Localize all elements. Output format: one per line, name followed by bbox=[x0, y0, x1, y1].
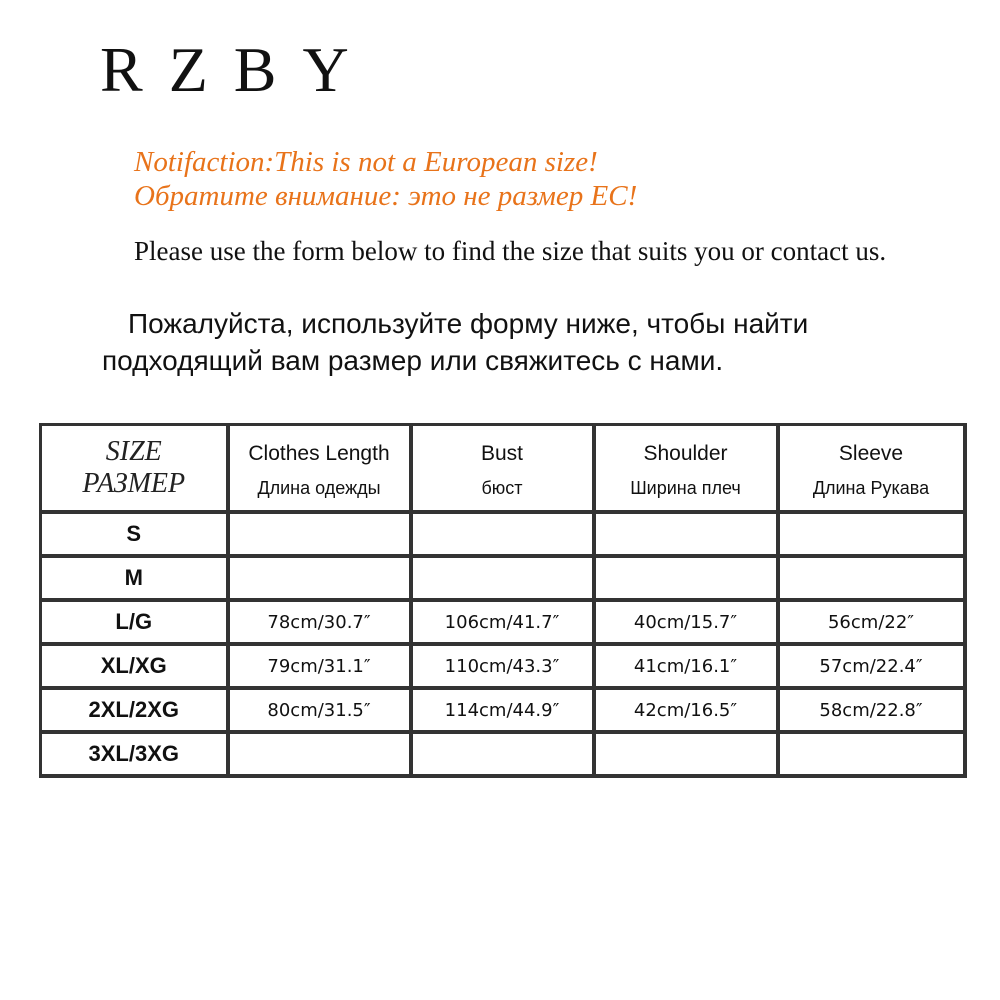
table-row bbox=[41, 600, 965, 644]
clothes-length-cell bbox=[228, 732, 411, 776]
bust-cell: 106cm/41.7″ bbox=[411, 600, 594, 644]
shoulder-cell: 41cm/16.1″ bbox=[594, 644, 778, 688]
sleeve-cell: 58cm/22.8″ bbox=[778, 688, 965, 732]
shoulder-cell bbox=[594, 512, 778, 556]
bust-cell: 110cm/43.3″ bbox=[411, 644, 594, 688]
column-header-sleeve bbox=[778, 425, 965, 513]
instructions-russian: Пожалуйста, используйте форму ниже, чтобы найти подходящий вам размер или свяжитесь с нами. bbox=[102, 308, 809, 376]
column-header-bust bbox=[411, 425, 594, 513]
column-header-russian: Ширина плеч bbox=[630, 477, 741, 498]
column-header-english: Clothes Length bbox=[248, 441, 390, 465]
sleeve-cell: 57cm/22.4″ bbox=[778, 644, 965, 688]
table-row bbox=[41, 732, 965, 776]
column-header-english: Sleeve bbox=[838, 441, 904, 465]
size-notice bbox=[134, 145, 637, 213]
sleeve-cell bbox=[778, 732, 965, 776]
sleeve-cell bbox=[778, 556, 965, 600]
clothes-length-cell bbox=[228, 556, 411, 600]
shoulder-cell: 42cm/16.5″ bbox=[594, 688, 778, 732]
column-header-russian: Длина одежды bbox=[257, 477, 381, 498]
sleeve-cell: 56cm/22″ bbox=[778, 600, 965, 644]
sleeve-cell bbox=[778, 512, 965, 556]
shoulder-cell bbox=[594, 556, 778, 600]
size-label: M bbox=[41, 556, 228, 600]
table-header-row bbox=[41, 425, 965, 513]
size-label: 3XL/3XG bbox=[41, 732, 228, 776]
notice-english: Notifaction:This is not a European size! bbox=[134, 146, 598, 178]
bust-cell: 114cm/44.9″ bbox=[411, 688, 594, 732]
clothes-length-cell: 79cm/31.1″ bbox=[228, 644, 411, 688]
notice-russian: Обратите внимание: это не размер ЕС! bbox=[134, 180, 638, 212]
size-header-russian: РАЗМЕР bbox=[82, 468, 186, 499]
size-column-header bbox=[41, 425, 228, 513]
brand-logo: RZBY bbox=[100, 34, 375, 105]
clothes-length-cell: 80cm/31.5″ bbox=[228, 688, 411, 732]
size-label: 2XL/2XG bbox=[41, 688, 228, 732]
size-label: L/G bbox=[41, 600, 228, 644]
column-header-russian: бюст bbox=[481, 477, 523, 498]
table-row bbox=[41, 512, 965, 556]
instructions-english: Please use the form below to find the size that suits you or contact us. bbox=[134, 236, 887, 266]
size-label: S bbox=[41, 512, 228, 556]
column-header-russian: Длина Рукава bbox=[812, 477, 930, 498]
shoulder-cell bbox=[594, 732, 778, 776]
size-chart-table bbox=[39, 423, 967, 778]
column-header-english: Shoulder bbox=[643, 441, 728, 465]
bust-cell bbox=[411, 556, 594, 600]
bust-cell bbox=[411, 512, 594, 556]
clothes-length-cell bbox=[228, 512, 411, 556]
column-header-shoulder bbox=[594, 425, 778, 513]
column-header-clothes-length bbox=[228, 425, 411, 513]
shoulder-cell: 40cm/15.7″ bbox=[594, 600, 778, 644]
table-row bbox=[41, 556, 965, 600]
column-header-english: Bust bbox=[480, 441, 524, 465]
size-header-english: SIZE bbox=[105, 436, 162, 467]
size-label: XL/XG bbox=[41, 644, 228, 688]
clothes-length-cell: 78cm/30.7″ bbox=[228, 600, 411, 644]
table-row bbox=[41, 688, 965, 732]
bust-cell bbox=[411, 732, 594, 776]
table-row bbox=[41, 644, 965, 688]
